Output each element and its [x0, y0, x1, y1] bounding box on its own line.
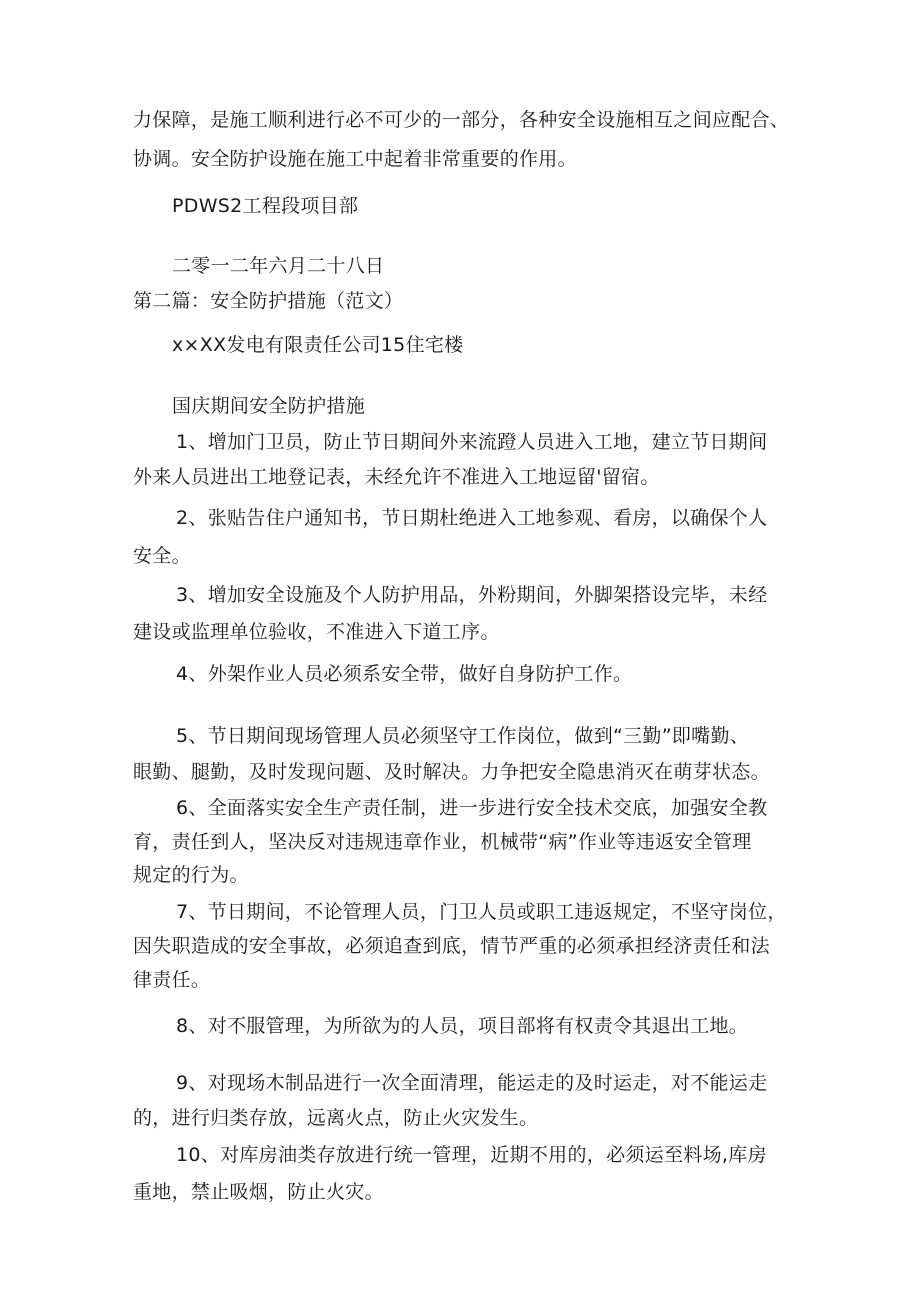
date-line: 二零一二年六月二十八日	[172, 255, 385, 277]
text-line: 重地，禁止吸烟，防止火灾。	[133, 1181, 384, 1203]
text-line: 规定的行为。	[133, 864, 249, 886]
text-line: 1、增加门卫员，防止节日期间外来流蹬人员进入工地，建立节日期间	[176, 431, 768, 453]
text-line: 协调。安全防护设施在施工中起着非常重要的作用。	[133, 148, 577, 170]
text-line: 4、外架作业人员必须系安全带，做好自身防护工作。	[176, 663, 633, 685]
text-line: 外来人员进出工地登记表，未经允许不准进入工地逗留'留宿。	[133, 466, 660, 488]
text-line: 律责任。	[133, 969, 211, 991]
text-line: 5、节日期间现场管理人员必须坚守工作岗位，做到“三勤”即嘴勤、	[176, 725, 750, 747]
text-line: 育，责任到人，坚决反对违规违章作业，机械带“病”作业等违返安全管理	[133, 831, 752, 853]
project-dept-line: PDWS2工程段项目部	[172, 195, 359, 217]
text-line: 眼勤、腿勤，及时发现问题、及时解决。力争把安全隐患消灭在萌芽状态。	[133, 761, 770, 783]
text-line: 建设或监理单位验收，不准进入下道工序。	[133, 621, 500, 643]
text-line: 7、节日期间，不论管理人员，门卫人员或职工违返规定，不坚守岗位，	[176, 901, 787, 923]
text-line: 3、增加安全设施及个人防护用品，外粉期间，外脚架搭设完毕，未经	[176, 584, 768, 606]
text-line: 8、对不服管理，为所欲为的人员，项目部将有权责令其退出工地。	[176, 1015, 749, 1037]
section-heading: 第二篇：安全防护措施（范文）	[133, 290, 404, 312]
text-line: 10、对库房油类存放进行统一管理，近期不用的，必须运至料场,库房	[176, 1144, 767, 1166]
text-line: 9、对现场木制品进行一次全面清理，能运走的及时运走，对不能运走	[176, 1072, 768, 1094]
text-line: 因失职造成的安全事故，必须追查到底，情节严重的必须承担经济责任和法	[133, 935, 770, 957]
text-line: 的，进行归类存放，远离火点，防止火灾发生。	[133, 1107, 539, 1129]
text-line: 2、张贴告住户通知书，节日期杜绝进入工地参观、看房，以确保个人	[176, 507, 768, 529]
company-line: x×XX发电有限责任公司15住宅楼	[172, 334, 464, 356]
text-line: 6、全面落实安全生产责任制，进一步进行安全技术交底，加强安全教	[176, 797, 768, 819]
text-line: 力保障，是施工顺利进行必不可少的一部分，各种安全设施相互之间应配合、	[133, 109, 790, 131]
measures-title: 国庆期间安全防护措施	[172, 395, 366, 417]
text-line: 安全。	[133, 545, 191, 567]
